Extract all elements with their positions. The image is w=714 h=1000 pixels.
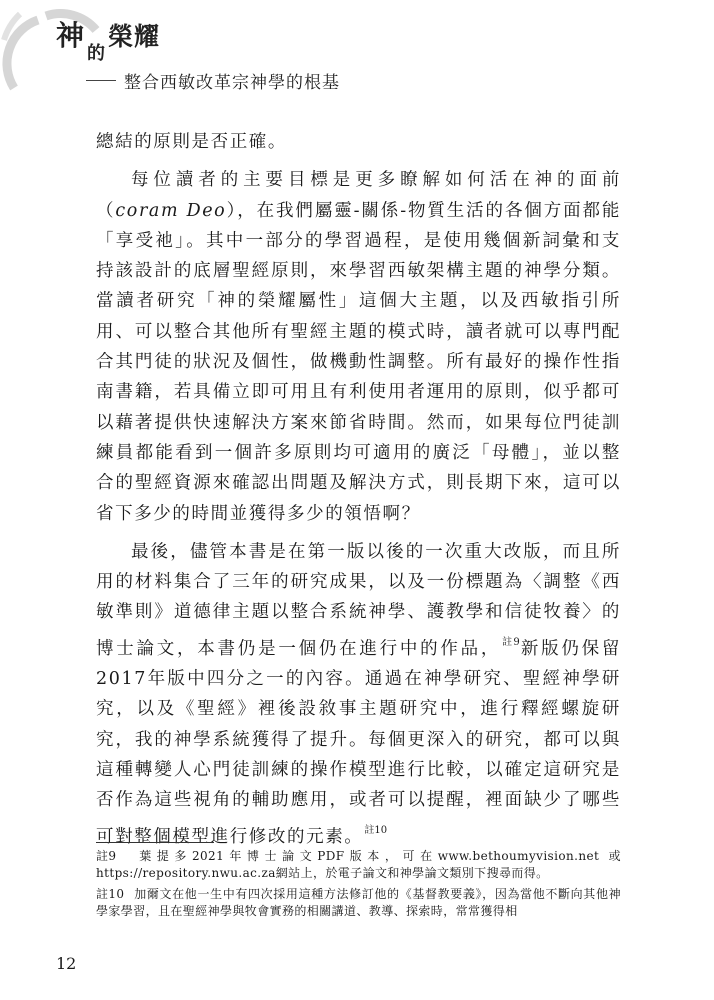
paragraph-3 bbox=[96, 537, 621, 852]
book-subtitle: 整合西敏改革宗神學的根基 bbox=[124, 73, 340, 93]
footnote-ref-10[interactable]: 註10 bbox=[364, 824, 388, 836]
paragraph-2-part-b: ），在我們屬靈-關係-物質生活的各個方面都能「享受祂」。其中一部分的學習過程，是使用幾個新詞彙和支持該設計的底層聖經原則，來學習西敏架構主題的神學分類。當讀者研究「神的榮耀屬性」這個大主題，以及西敏指引所用、可以整合其他所有聖經主題的模式時，讀者就可以專門配合其門徒的狀況及個性，做機動性調整。所有最好的操作性指南書籍，若具備立即可用且有利使用者運用的原則，似乎都可以藉著提供快速解決方案來節省時間。然而，如果每位門徒訓練員都能看到一個許多原則均可適用的廣泛「母體」，並以整合的聖經資源來確認出問題及解決方式，則長期下來，這可以省下多少的時間並獲得多少的領悟啊？ bbox=[96, 200, 622, 524]
paragraph-1: 總結的原則是否正確。 bbox=[96, 132, 287, 152]
book-title-char2: 的 bbox=[87, 43, 107, 64]
book-title bbox=[56, 14, 161, 64]
subtitle-dash bbox=[86, 80, 116, 81]
footnote-10 bbox=[96, 886, 621, 920]
footnote-separator bbox=[96, 842, 214, 843]
book-title-rest: 榮耀 bbox=[108, 22, 161, 51]
footnotes bbox=[96, 848, 621, 924]
paragraph-3-part-b: 新版仍保留2017年版中四分之一的內容。通過在神學研究、聖經神學研究，以及《聖經》裡後設敘事主題研究中，進行釋經螺旋研究，我的神學系統獲得了提升。每個更深入的研究，都可以與這種轉變人心門徒訓練的操作模型進行比較，以確定這研究是否作為這些視角的輔助應用，或者可以提醒，裡面缺少了哪些可對整個模型進行修改的元素。 bbox=[96, 638, 621, 847]
footnote-ref-9[interactable]: 註9 bbox=[502, 636, 520, 648]
footnote-text: 加爾文在他一生中有四次採用這種方法修訂他的《基督教要義》，因為當他不斷向其他神學家學習，且在聖經神學與牧會實務的相關講道、教導、探索時，常常獲得相 bbox=[96, 887, 621, 918]
paragraph-2-part-a: 每位讀者的主要目標是更多瞭解如何活在神的面前（ bbox=[96, 170, 621, 221]
footnote-label: 註9 bbox=[96, 849, 117, 863]
page-number: 12 bbox=[56, 954, 77, 973]
footnote-label: 註10 bbox=[96, 887, 125, 901]
book-title-char1: 神 bbox=[56, 19, 86, 52]
body-text bbox=[96, 127, 621, 860]
footnote-9 bbox=[96, 848, 621, 882]
paragraph-3-part-a: 最後，儘管本書是在第一版以後的一次重大改版，而且所用的材料集合了三年的研究成果，以及一份標題為〈調整《西敏準則》道德律主題以整合系統神學、護教學和信徒牧養〉的博士論文，本書仍是一個仍在進行中的作品， bbox=[96, 541, 621, 659]
paragraph-2 bbox=[96, 165, 621, 529]
footnote-text: 葉提多2021年博士論文PDF版本，可在www.bethoumyvision.net 或 https://repository.nwu.ac.za網站上，於電子論文和神學論文類別下搜尋而得。 bbox=[96, 849, 621, 880]
latin-phrase: coram Deo bbox=[115, 200, 227, 221]
